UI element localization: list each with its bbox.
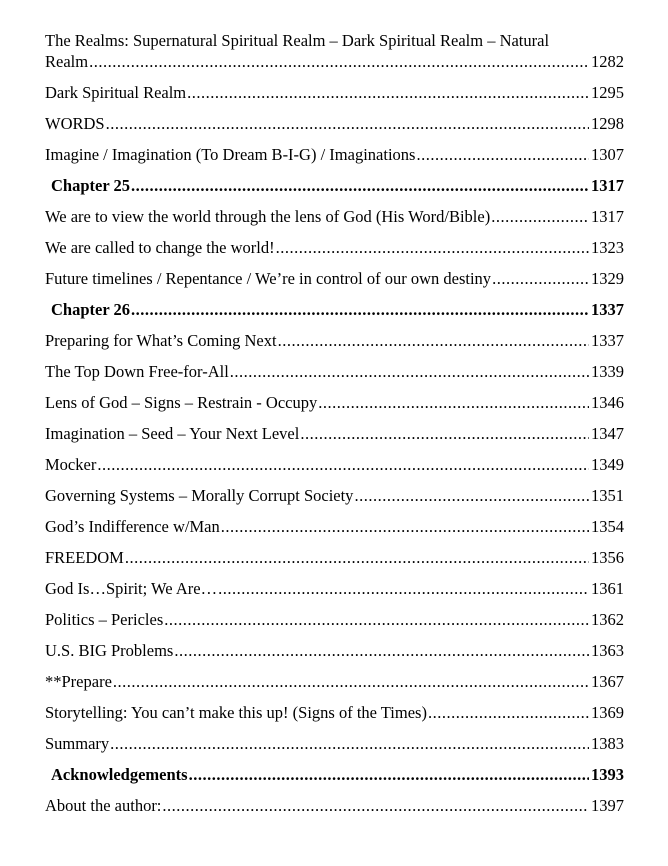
toc-entry-page-number: 1329 [591, 269, 624, 288]
toc-entry-title: Politics – Pericles [45, 610, 164, 629]
toc-entry-gods-indifference[interactable] [45, 516, 624, 537]
toc-entry-title: Lens of God – Signs – Restrain - Occupy [45, 393, 318, 412]
toc-entry-title: We are called to change the world! [45, 238, 275, 257]
toc-entry-change-the-world[interactable] [45, 237, 624, 258]
toc-entry-title: Imagine / Imagination (To Dream B-I-G) / Imaginations [45, 145, 416, 164]
toc-entry-title-line-1: The Realms: Supernatural Spiritual Realm – Dark Spiritual Realm – Natural [45, 31, 550, 50]
toc-entry-page-number: 1361 [591, 579, 624, 598]
dot-leader [230, 361, 589, 382]
toc-entry-title: Governing Systems – Morally Corrupt Society [45, 486, 354, 505]
dot-leader [221, 516, 589, 537]
dot-leader [131, 175, 589, 196]
dot-leader [491, 206, 589, 227]
toc-entry-title: God’s Indifference w/Man [45, 517, 220, 536]
toc-entry-page-number: 1383 [591, 734, 624, 753]
toc-entry-title: Mocker [45, 455, 97, 474]
toc-entry-title: Preparing for What’s Coming Next [45, 331, 277, 350]
toc-entry-page-number: 1307 [591, 145, 624, 164]
dot-leader [278, 330, 589, 351]
toc-chapter-title: Chapter 25 [51, 176, 130, 195]
dot-leader [318, 392, 589, 413]
toc-entry-us-big-problems[interactable] [45, 640, 624, 661]
toc-entry-summary[interactable] [45, 733, 624, 754]
toc-entry-title: Storytelling: You can’t make this up! (Signs of the Times) [45, 703, 427, 722]
dot-leader [354, 485, 589, 506]
toc-chapter-26[interactable] [45, 299, 624, 320]
toc-entry-words[interactable] [45, 113, 624, 134]
toc-entry-page-number: 1367 [591, 672, 624, 691]
toc-entry-page-number: 1397 [591, 796, 624, 815]
toc-entry-page-number: 1295 [591, 83, 624, 102]
toc-entry-freedom[interactable] [45, 547, 624, 568]
toc-entry-page-number: 1346 [591, 393, 624, 412]
toc-entry-title: U.S. BIG Problems [45, 641, 174, 660]
toc-entry-the-realms[interactable] [45, 30, 624, 72]
dot-leader [162, 795, 589, 816]
toc-entry-future-timelines[interactable] [45, 268, 624, 289]
dot-leader [113, 671, 589, 692]
dot-leader [164, 609, 589, 630]
toc-entry-title: About the author: [45, 796, 162, 815]
dot-leader [125, 547, 589, 568]
toc-entry-title: Future timelines / Repentance / We’re in control of our own destiny [45, 269, 492, 288]
toc-entry-prepare[interactable] [45, 671, 624, 692]
toc-entry-title: Realm [45, 52, 89, 71]
toc-entry-title: We are to view the world through the lens of God (His Word/Bible) [45, 207, 491, 226]
toc-entry-page-number: 1347 [591, 424, 624, 443]
dot-leader [189, 764, 589, 785]
toc-entry-storytelling[interactable] [45, 702, 624, 723]
toc-entry-lens-of-god-view[interactable] [45, 206, 624, 227]
dot-leader [106, 113, 589, 134]
toc-entry-dark-spiritual-realm[interactable] [45, 82, 624, 103]
toc-entry-governing-systems[interactable] [45, 485, 624, 506]
toc-entry-god-is-spirit[interactable] [45, 578, 624, 599]
toc-entry-title: FREEDOM [45, 548, 124, 567]
toc-entry-page-number: 1317 [591, 176, 624, 195]
toc-entry-title: Dark Spiritual Realm [45, 83, 187, 102]
toc-entry-page-number: 1323 [591, 238, 624, 257]
toc-entry-mocker[interactable] [45, 454, 624, 475]
toc-chapter-title: Acknowledgements [51, 765, 188, 784]
dot-leader [300, 423, 589, 444]
toc-entry-page-number: 1339 [591, 362, 624, 381]
toc-entry-preparing[interactable] [45, 330, 624, 351]
toc-entry-page-number: 1337 [591, 300, 624, 319]
toc-entry-page-number: 1369 [591, 703, 624, 722]
toc-entry-lens-of-god-signs[interactable] [45, 392, 624, 413]
toc-entry-page-number: 1362 [591, 610, 624, 629]
toc-entry-politics-pericles[interactable] [45, 609, 624, 630]
table-of-contents [45, 30, 624, 826]
toc-entry-title: The Top Down Free-for-All [45, 362, 229, 381]
toc-entry-page-number: 1317 [591, 207, 624, 226]
dot-leader [174, 640, 589, 661]
toc-entry-title: God Is…Spirit; We Are… [45, 579, 218, 598]
dot-leader [416, 144, 589, 165]
dot-leader [89, 51, 589, 72]
toc-entry-title: **Prepare [45, 672, 112, 691]
dot-leader [131, 299, 589, 320]
toc-entry-page-number: 1356 [591, 548, 624, 567]
toc-chapter-25[interactable] [45, 175, 624, 196]
toc-entry-page-number: 1351 [591, 486, 624, 505]
toc-entry-page-number: 1298 [591, 114, 624, 133]
dot-leader [187, 82, 589, 103]
toc-entry-imagination-seed[interactable] [45, 423, 624, 444]
toc-acknowledgements[interactable] [45, 764, 624, 785]
toc-chapter-title: Chapter 26 [51, 300, 130, 319]
dot-leader [428, 702, 589, 723]
toc-entry-title: Summary [45, 734, 110, 753]
toc-entry-about-the-author[interactable] [45, 795, 624, 816]
toc-entry-title: WORDS [45, 114, 105, 133]
dot-leader [492, 268, 589, 289]
toc-entry-imagine[interactable] [45, 144, 624, 165]
toc-entry-page-number: 1354 [591, 517, 624, 536]
toc-entry-page-number: 1393 [591, 765, 624, 784]
toc-entry-page-number: 1282 [591, 52, 624, 71]
toc-entry-page-number: 1337 [591, 331, 624, 350]
dot-leader [97, 454, 589, 475]
toc-entry-top-down[interactable] [45, 361, 624, 382]
toc-entry-page-number: 1349 [591, 455, 624, 474]
dot-leader [218, 578, 589, 599]
toc-entry-title: Imagination – Seed – Your Next Level [45, 424, 300, 443]
toc-entry-page-number: 1363 [591, 641, 624, 660]
dot-leader [276, 237, 589, 258]
dot-leader [110, 733, 589, 754]
